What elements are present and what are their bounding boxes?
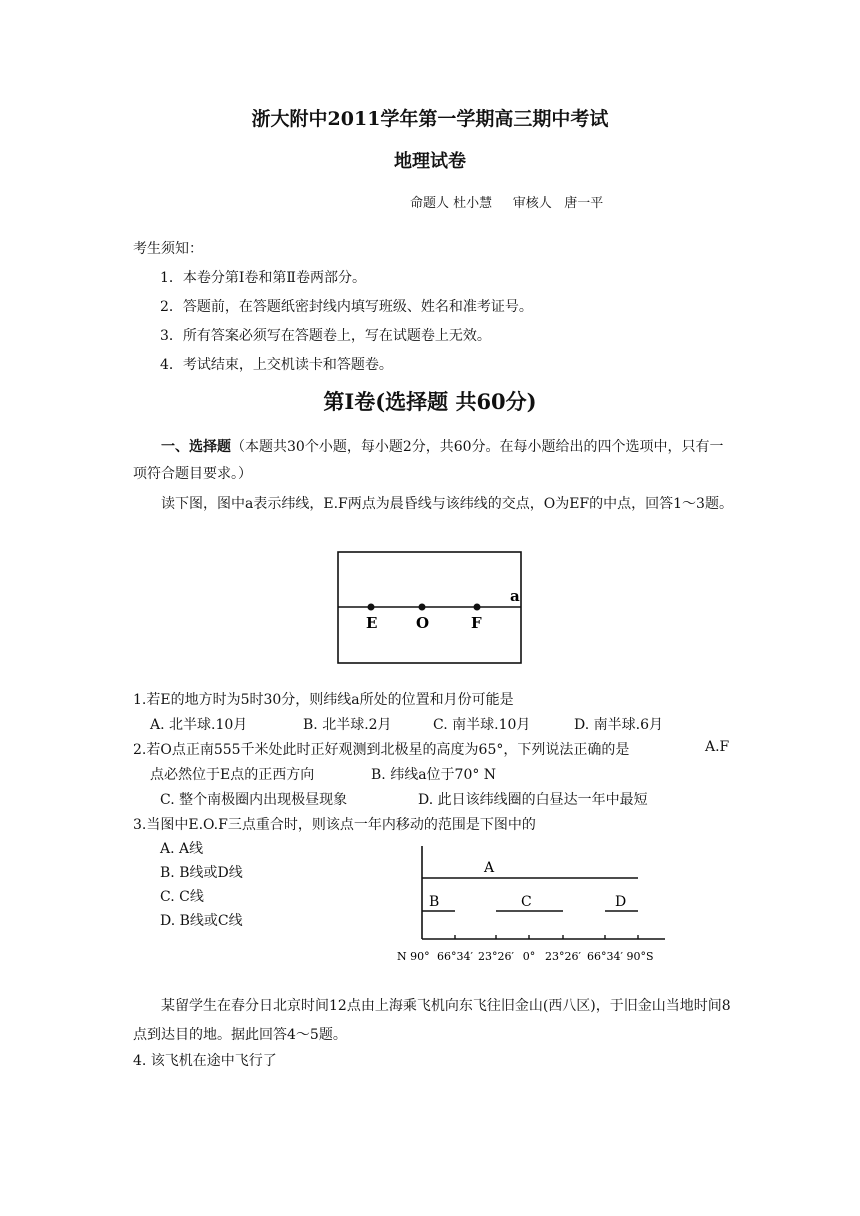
question-2-stem: 2.若O点正南555千米处此时正好观测到北极星的高度为65°，下列说法正确的是 <box>133 742 630 758</box>
section-title: 第Ⅰ卷(选择题 共60分) <box>323 389 537 414</box>
tick-label: 90°S <box>626 950 654 963</box>
part1-description <box>133 434 733 488</box>
part1-desc: （本题共30个小题，每小题2分，共60分。在每小题给出的四个选项中，只有一项符合题目要求。） <box>133 439 724 482</box>
point-e-label: E <box>366 614 378 632</box>
point-f-dot <box>474 604 481 611</box>
line-d-label: D <box>615 894 627 910</box>
question-3-option-b: B. B线或D线 <box>160 865 243 881</box>
subject-title: 地理试卷 <box>394 151 466 172</box>
notice-item: 4．考试结束，上交机读卡和答题卷。 <box>160 357 393 373</box>
line-c-label: C <box>521 894 532 910</box>
question-2-option-b: B. 纬线a位于70° N <box>371 767 497 783</box>
notice-item: 3．所有答案必须写在答题卷上，写在试题卷上无效。 <box>160 328 491 344</box>
notice-item: 2．答题前，在答题纸密封线内填写班级、姓名和准考证号。 <box>160 299 533 315</box>
tick-label: 0° <box>522 950 536 963</box>
latitude-label: a <box>510 587 520 605</box>
question-4-stem: 4. 该飞机在途中飞行了 <box>133 1053 277 1069</box>
point-e-dot <box>368 604 375 611</box>
question-3-option-c: C. C线 <box>160 889 204 905</box>
question-3-option-a: A. A线 <box>160 841 204 857</box>
tick-label: N 90° <box>397 950 430 963</box>
question-2-option-a-start: A.F <box>705 739 730 755</box>
question-1-option-d: D. 南半球.6月 <box>574 717 663 733</box>
notice-item: 1．本卷分第Ⅰ卷和第Ⅱ卷两部分。 <box>160 270 366 286</box>
point-o-dot <box>419 604 426 611</box>
tick-label: 66°34′ <box>587 950 623 963</box>
line-b-label: B <box>429 894 440 910</box>
tick-label: 23°26′ <box>545 950 581 963</box>
question-2-option-c: C. 整个南极圈内出现极昼现象 <box>160 792 348 808</box>
tick-label: 23°26′ <box>478 950 514 963</box>
question-1-option-a: A. 北半球.10月 <box>150 717 248 733</box>
intro-text: 读下图，图中a表示纬线，E.F两点为晨昏线与该纬线的交点，O为EF的中点，回答1～3题。 <box>161 496 733 512</box>
range-figure <box>395 843 675 968</box>
notice-heading: 考生须知： <box>133 241 203 257</box>
passage-2: 某留学生在春分日北京时间12点由上海乘飞机向东飞往旧金山(西八区)，于旧金山当地时间8点到达目的地。据此回答4～5题。 <box>133 998 731 1043</box>
question-2-option-d: D. 此日该纬线圈的白昼达一年中最短 <box>418 792 648 808</box>
question-1-option-b: B. 北半球.2月 <box>303 717 392 733</box>
point-o-label: O <box>416 614 430 632</box>
tick-label: 66°34′ <box>437 950 473 963</box>
point-f-label: F <box>471 614 482 632</box>
exam-title: 浙大附中2011学年第一学期高三期中考试 <box>251 108 609 130</box>
author-line: 命题人 杜小慧 审核人 唐一平 <box>410 196 604 211</box>
question-3-stem: 3.当图中E.O.F三点重合时，则该点一年内移动的范围是下图中的 <box>133 817 536 833</box>
question-2-option-a-end: 点必然位于E点的正西方向 <box>150 767 315 783</box>
question-3-option-d: D. B线或C线 <box>160 913 243 929</box>
part1-label: 一、选择题 <box>161 439 231 455</box>
question-1-option-c: C. 南半球.10月 <box>433 717 531 733</box>
line-a-label: A <box>484 860 495 876</box>
latitude-figure <box>336 550 526 668</box>
question-1-stem: 1.若E的地方时为5时30分，则纬线a所处的位置和月份可能是 <box>133 692 514 708</box>
